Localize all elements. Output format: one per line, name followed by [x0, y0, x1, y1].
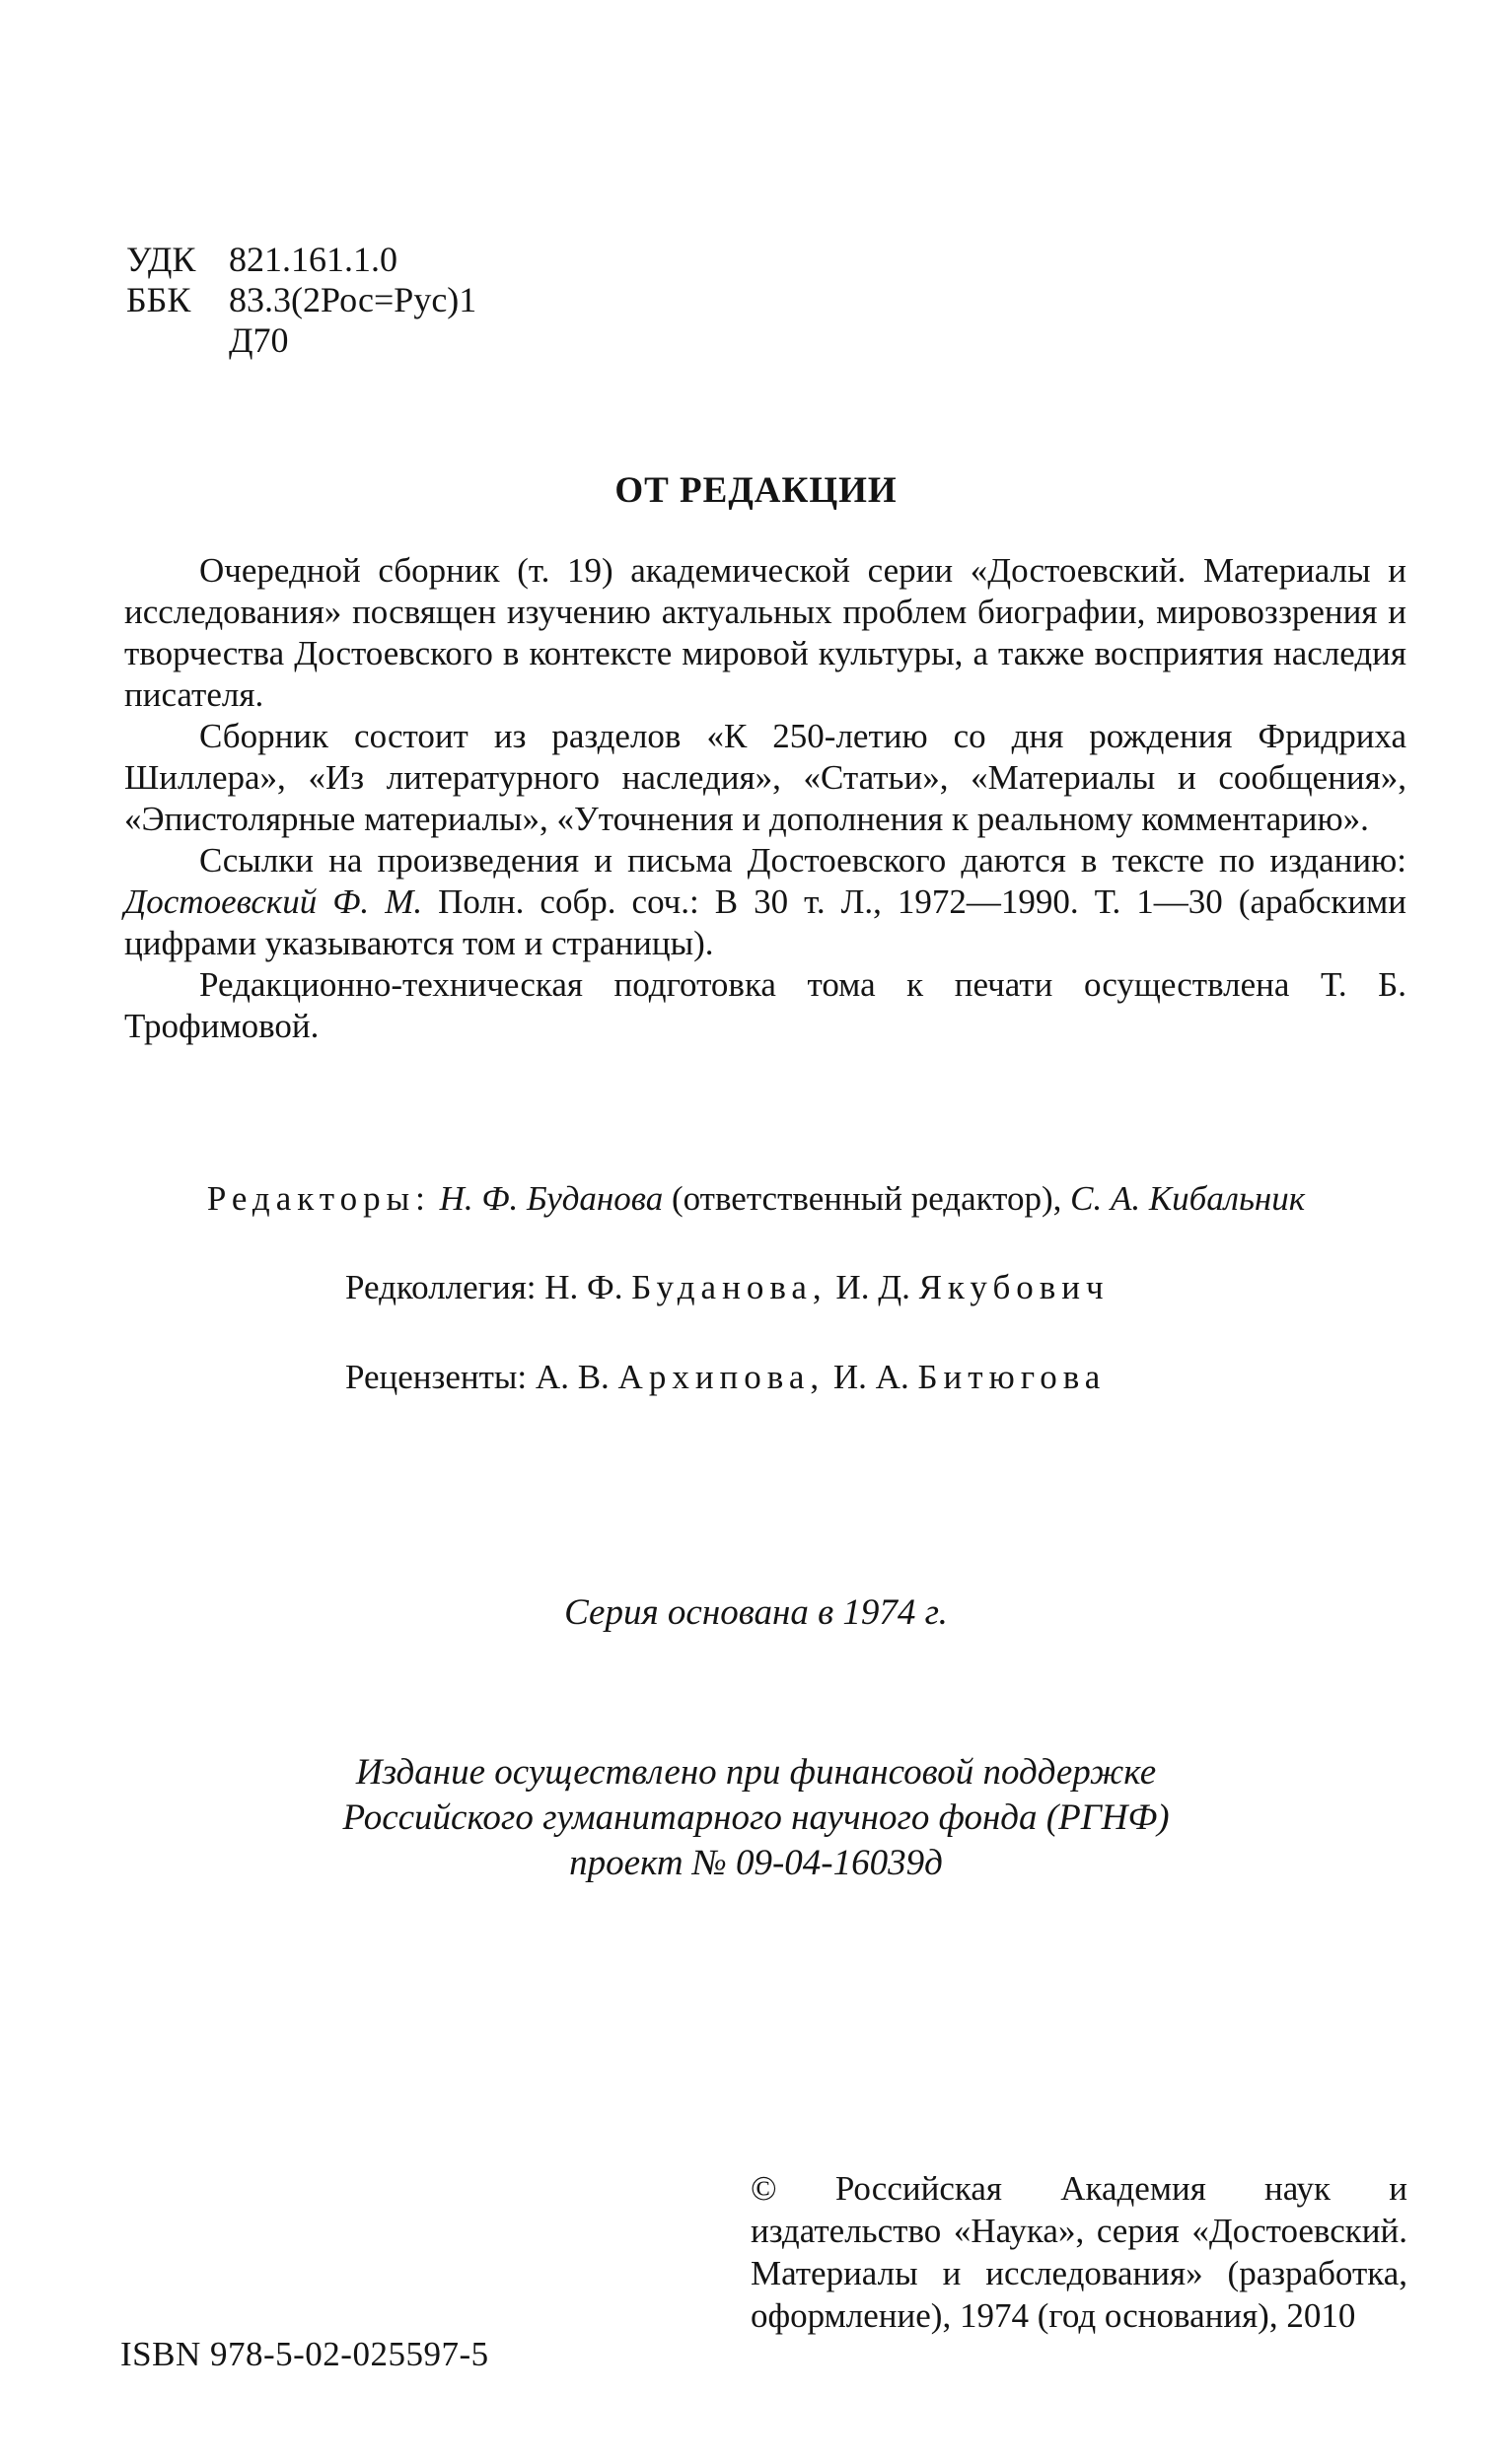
editor-name-2: С. А. Кибальник [1070, 1179, 1306, 1218]
reviewer-1-surname: Архипова, [617, 1358, 826, 1396]
editorial-text [124, 550, 1406, 1047]
paragraph-2: Сборник состоит из разделов «К 250-летию со дня рождения Фридриха Шиллера», «Из литературного наследия», «Статьи», «Материалы и сообщения», «Эпистолярные материалы», «Уточнения и дополнения к реальному комментарию». [124, 717, 1406, 838]
board-label: Редколлегия: [345, 1268, 537, 1306]
reviewer-2-initials: И. А. [832, 1358, 909, 1396]
funding-line-2: Российского гуманитарного научного фонда (РГНФ) [342, 1797, 1170, 1838]
section-heading: ОТ РЕДАКЦИИ [614, 470, 898, 511]
udk-value: 821.161.1.0 [229, 240, 397, 279]
paragraph-4: Редакционно-техническая подготовка тома к печати осуществлена Т. Б. Трофимовой. [124, 965, 1406, 1045]
editor-role-1: (ответственный редактор), [671, 1179, 1062, 1218]
paragraph-3 [124, 840, 1406, 964]
reviewers-label: Рецензенты: [345, 1358, 528, 1396]
bbk-label: ББК [126, 280, 191, 319]
editors-label: Редакторы: [206, 1179, 431, 1218]
udk-label: УДК [126, 240, 196, 279]
author-mark-row [126, 320, 476, 361]
funding-line-3: проект № 09-04-16039д [569, 1843, 943, 1883]
bbk-row [126, 280, 476, 320]
classification-block [126, 240, 476, 361]
reviewer-2-surname: Битюгова [917, 1358, 1107, 1396]
author-mark: Д70 [229, 320, 289, 360]
board-member-2-surname: Якубович [918, 1268, 1110, 1306]
isbn: ISBN 978-5-02-025597-5 [120, 2335, 489, 2373]
board-member-1-surname: Буданова, [631, 1268, 828, 1306]
bbk-value: 83.3(2Рос=Рус)1 [229, 280, 477, 319]
reviewers-line [345, 1358, 1106, 1397]
series-note: Серия основана в 1974 г. [564, 1592, 948, 1633]
copyright-text: © Российская Академия наук и издательство «Наука», серия «Достоевский. Материалы и исследования» (разработка, оформление), 1974 (год основания), 2010 [751, 2169, 1407, 2335]
udk-row [126, 240, 476, 280]
copyright-notice [751, 2167, 1407, 2337]
board-member-1-initials: Н. Ф. [544, 1268, 623, 1306]
board-member-2-initials: И. Д. [835, 1268, 910, 1306]
editors-line [0, 1179, 1512, 1219]
paragraph-1: Очередной сборник (т. 19) академической серии «Достоевский. Материалы и исследования» посвящен изучению актуальных проблем биографии, мировоззрения и творчества Достоевского в контексте мировой культуры, а также восприятия наследия писателя. [124, 551, 1406, 714]
paragraph-3-start: Ссылки на произведения и письма Достоевского даются в тексте по изданию: [199, 841, 1406, 880]
reviewer-1-initials: А. В. [535, 1358, 610, 1396]
funding-note [0, 1750, 1512, 1886]
paragraph-3-italic-author: Достоевский Ф. М. [124, 882, 423, 921]
funding-line-1: Издание осуществлено при финансовой поддержке [355, 1752, 1157, 1793]
editor-name-1: Н. Ф. Буданова [439, 1179, 664, 1218]
paragraph-3-end: Полн. собр. соч.: В 30 т. Л., 1972—1990. Т. 1—30 (арабскими цифрами указываются том и страницы). [124, 882, 1406, 962]
editorial-board-line [345, 1268, 1110, 1307]
